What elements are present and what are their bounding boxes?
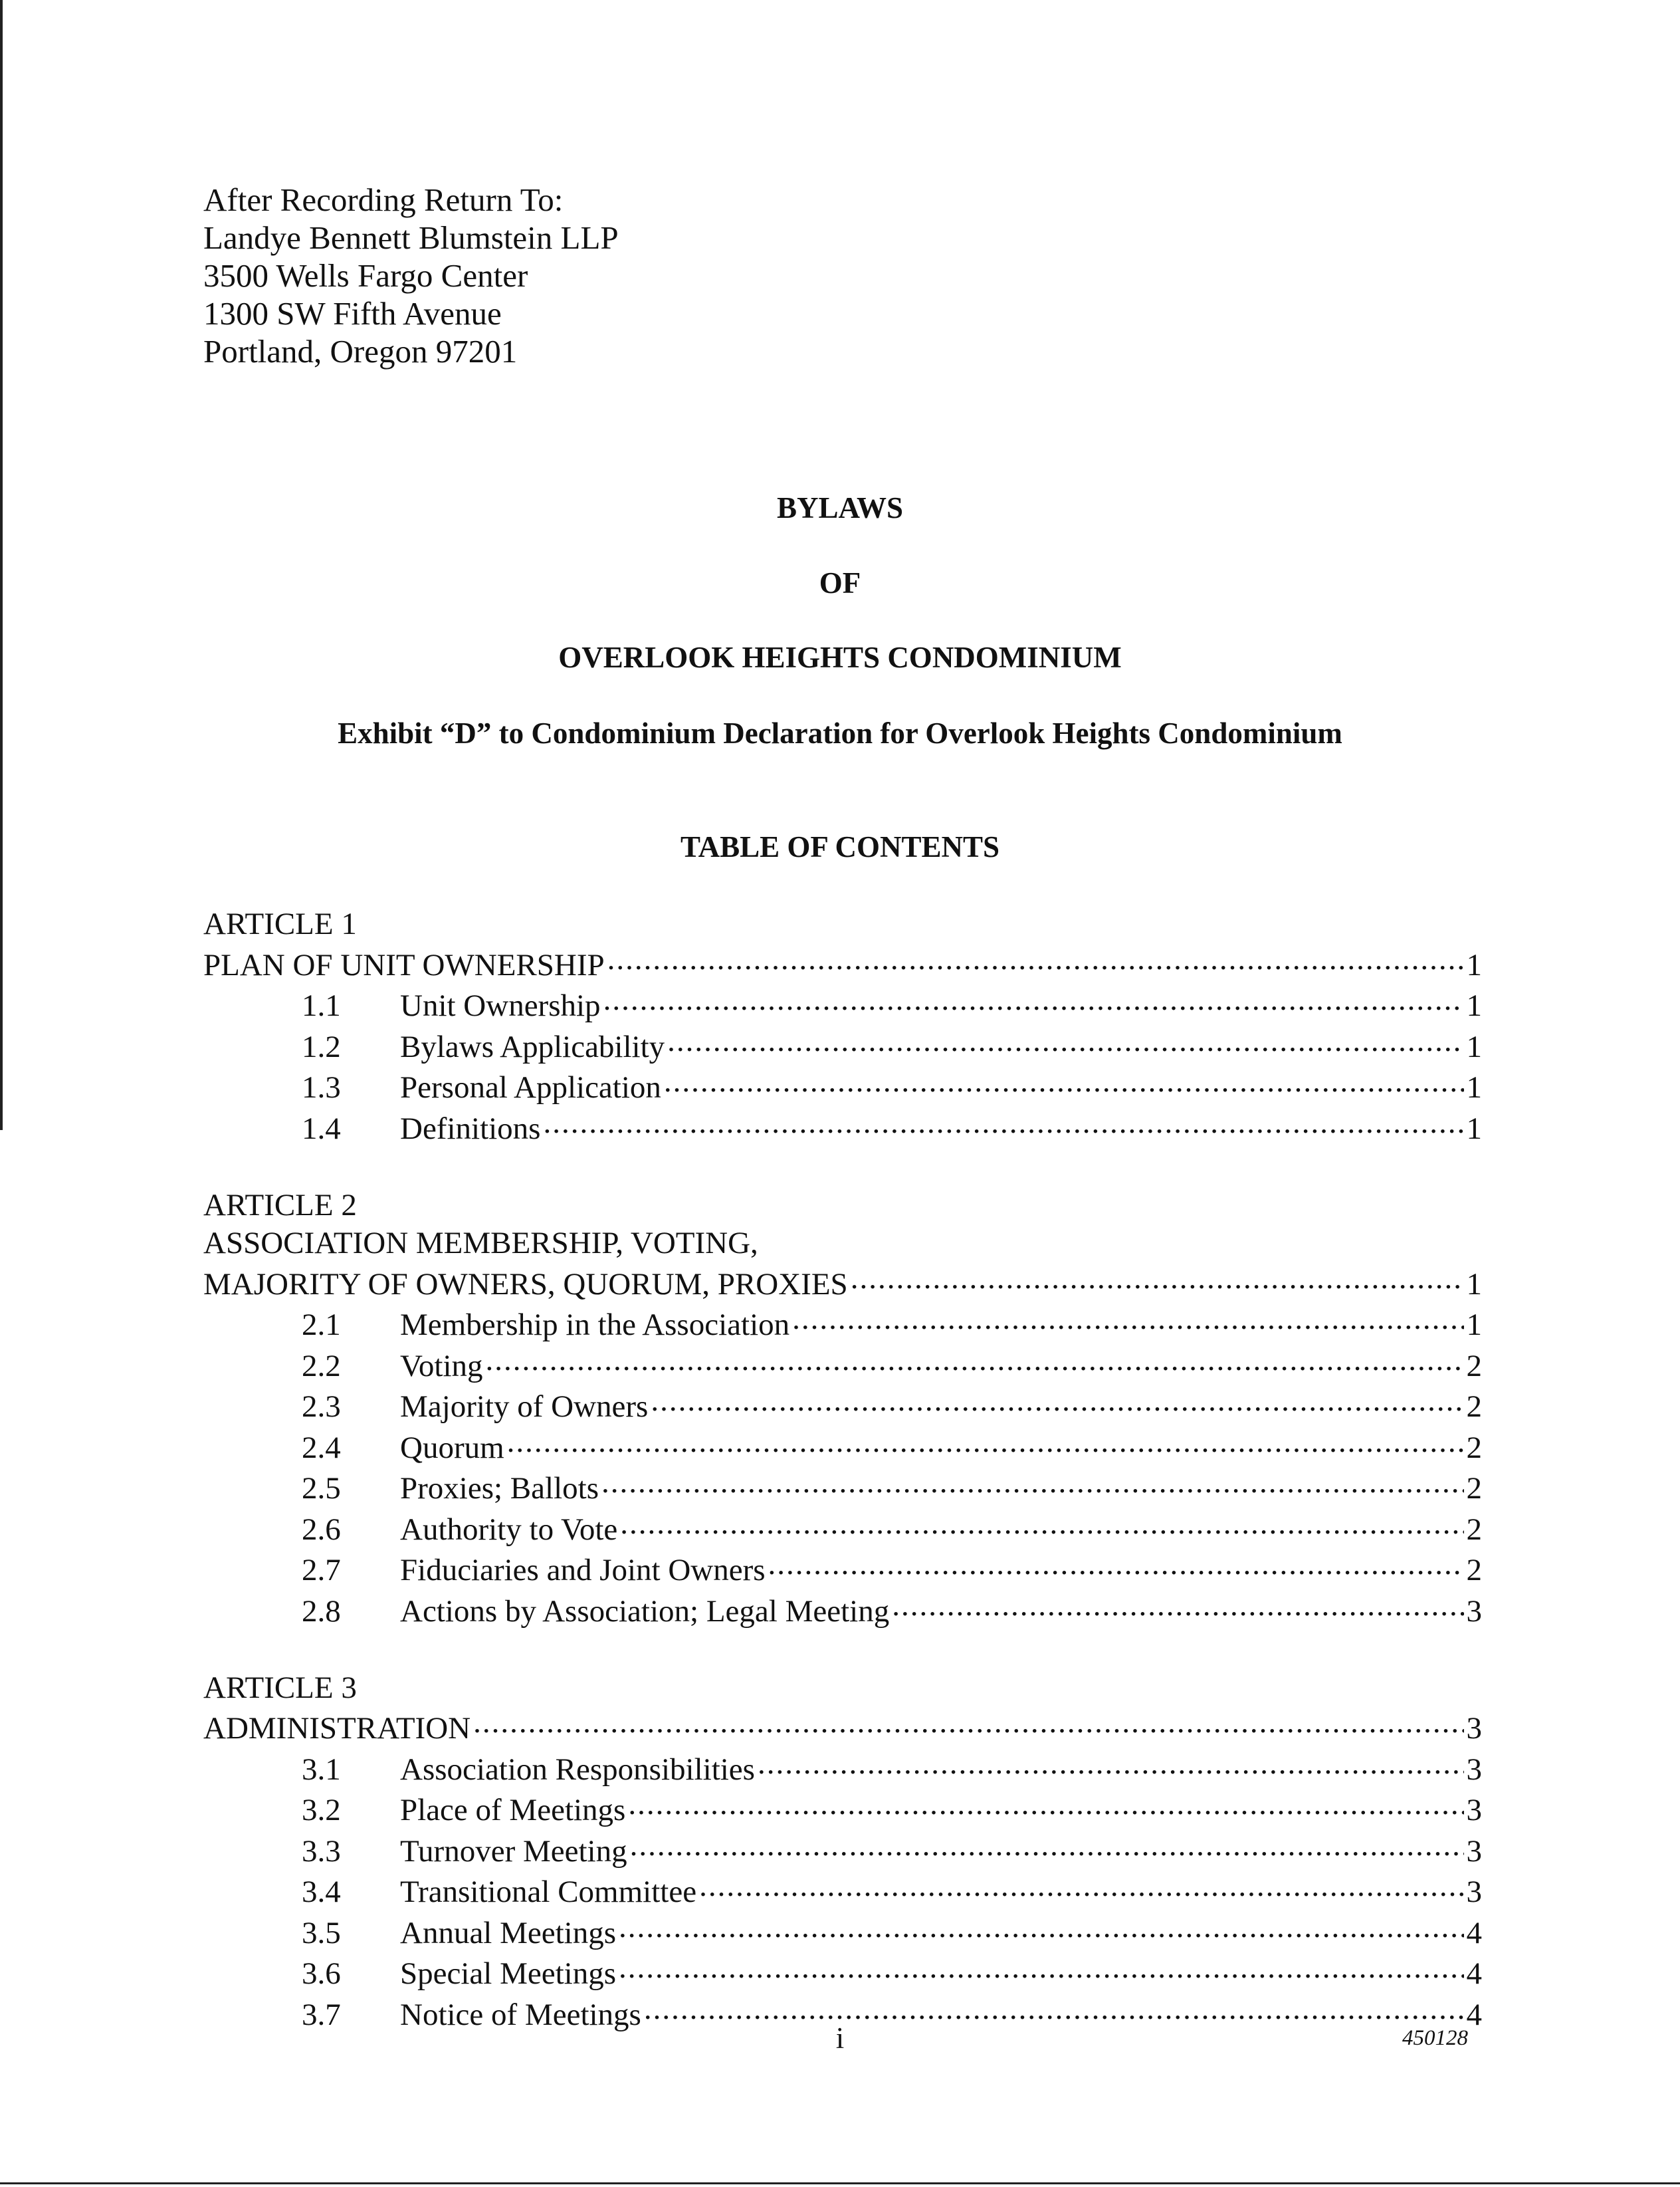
title-bylaws: BYLAWS (776, 491, 904, 524)
section-number: 2.2 (302, 1348, 341, 1383)
toc-page-number: 3 (1466, 1793, 1482, 1827)
section-number: 3.5 (302, 1915, 341, 1950)
toc-section-entry[interactable] (203, 1066, 1482, 1107)
section-number: 3.2 (302, 1793, 341, 1827)
section-title: Quorum (400, 1430, 504, 1465)
dot-leader (507, 1427, 1464, 1458)
dot-leader (543, 1107, 1463, 1139)
dot-leader (619, 1952, 1463, 1984)
return-line: Landye Bennett Blumstein LLP (203, 219, 619, 256)
toc-page-number: 2 (1466, 1430, 1482, 1465)
toc-section-entry[interactable] (203, 1026, 1482, 1067)
table-of-contents (203, 905, 1482, 2073)
section-number: 1.2 (302, 1029, 341, 1064)
article-title: MAJORITY OF OWNERS, QUORUM, PROXIES (203, 1266, 848, 1302)
dot-leader (699, 1871, 1463, 1902)
section-title: Notice of Meetings (400, 1997, 641, 2032)
section-title: Unit Ownership (400, 988, 601, 1023)
dot-leader (628, 1789, 1463, 1820)
dot-leader (851, 1263, 1464, 1294)
dot-leader (667, 1026, 1463, 1057)
dot-leader (486, 1345, 1464, 1376)
dot-leader (473, 1707, 1463, 1738)
section-title: Association Responsibilities (400, 1752, 755, 1787)
toc-section-entry[interactable] (203, 1107, 1482, 1149)
toc-page-number: 2 (1466, 1471, 1482, 1506)
section-number: 2.8 (302, 1593, 341, 1629)
scan-edge-left (0, 0, 3, 1130)
document-id: 450128 (1402, 2026, 1468, 2050)
article-label: ARTICLE 3 (203, 1670, 357, 1705)
toc-page-number: 1 (1466, 988, 1482, 1023)
section-number: 1.4 (302, 1111, 341, 1146)
dot-leader (607, 944, 1464, 975)
section-title: Personal Application (400, 1070, 661, 1105)
toc-page-number: 2 (1466, 1348, 1482, 1383)
toc-section-entry[interactable] (203, 984, 1482, 1026)
dot-leader (768, 1549, 1464, 1580)
toc-page-number: 2 (1466, 1512, 1482, 1547)
article-label: ARTICLE 1 (203, 907, 357, 941)
section-number: 2.5 (302, 1471, 341, 1506)
section-number: 2.1 (302, 1308, 341, 1342)
toc-page-number: 4 (1466, 1915, 1482, 1950)
section-number: 3.6 (302, 1956, 341, 1991)
toc-section-entry[interactable] (203, 1549, 1482, 1590)
section-title: Bylaws Applicability (400, 1029, 665, 1064)
article-title-line: ASSOCIATION MEMBERSHIP, VOTING, (203, 1226, 758, 1260)
dot-leader (892, 1590, 1463, 1621)
page-number: i (835, 2021, 845, 2055)
toc-article (203, 905, 1482, 1148)
section-title: Special Meetings (400, 1956, 617, 1991)
toc-page-number: 1 (1466, 1029, 1482, 1064)
section-title: Annual Meetings (400, 1915, 617, 1950)
toc-section-entry[interactable] (203, 1871, 1482, 1912)
toc-section-entry[interactable] (203, 1345, 1482, 1386)
section-number: 3.4 (302, 1875, 341, 1909)
dot-leader (603, 984, 1464, 1016)
toc-page-number: 4 (1466, 1956, 1482, 1991)
section-title: Majority of Owners (400, 1389, 649, 1424)
toc-page-number: 3 (1466, 1711, 1482, 1746)
toc-page-number: 4 (1466, 1997, 1482, 2032)
toc-page-number: 1 (1466, 1308, 1482, 1342)
toc-section-entry[interactable] (203, 1427, 1482, 1468)
title-condominium-name: OVERLOOK HEIGHTS CONDOMINIUM (558, 641, 1122, 674)
section-title: Proxies; Ballots (400, 1471, 599, 1506)
toc-page-number: 3 (1466, 1593, 1482, 1629)
dot-leader (792, 1304, 1463, 1335)
toc-section-entry[interactable] (203, 1467, 1482, 1508)
toc-page-number: 3 (1466, 1752, 1482, 1787)
dot-leader (664, 1066, 1464, 1097)
toc-page-number: 3 (1466, 1875, 1482, 1909)
section-title: Membership in the Association (400, 1308, 790, 1342)
toc-section-entry[interactable] (203, 1508, 1482, 1550)
dot-leader (619, 1912, 1463, 1943)
article-label: ARTICLE 2 (203, 1187, 357, 1222)
toc-page-number: 2 (1466, 1389, 1482, 1424)
toc-section-entry[interactable] (203, 1912, 1482, 1953)
dot-leader (644, 1994, 1464, 2025)
section-number: 2.6 (302, 1512, 341, 1547)
return-line: 1300 SW Fifth Avenue (203, 295, 502, 332)
dot-leader (620, 1508, 1463, 1540)
toc-section-entry[interactable] (203, 1304, 1482, 1345)
section-number: 3.1 (302, 1752, 341, 1787)
section-title: Actions by Association; Legal Meeting (400, 1593, 890, 1629)
toc-section-entry[interactable] (203, 1748, 1482, 1789)
return-line: After Recording Return To: (203, 181, 564, 218)
toc-section-entry[interactable] (203, 1952, 1482, 1994)
toc-page-number: 1 (1466, 1111, 1482, 1146)
section-number: 2.3 (302, 1389, 341, 1424)
section-number: 1.1 (302, 988, 341, 1023)
section-title: Transitional Committee (400, 1875, 697, 1909)
section-number: 2.4 (302, 1430, 341, 1465)
section-title: Turnover Meeting (400, 1833, 627, 1869)
toc-article-entry[interactable] (203, 1707, 1482, 1748)
toc-section-entry[interactable] (203, 1830, 1482, 1871)
toc-page-number: 1 (1466, 1266, 1482, 1302)
section-title: Authority to Vote (400, 1512, 618, 1547)
return-address-block (203, 181, 619, 370)
toc-section-entry[interactable] (203, 1789, 1482, 1830)
toc-section-entry[interactable] (203, 1590, 1482, 1631)
section-title: Voting (400, 1348, 483, 1383)
section-title: Fiduciaries and Joint Owners (400, 1553, 766, 1587)
dot-leader (601, 1467, 1464, 1498)
toc-section-entry[interactable] (203, 1385, 1482, 1427)
scan-edge-bottom (0, 2182, 1680, 2184)
dot-leader (630, 1830, 1464, 1861)
section-title: Place of Meetings (400, 1793, 626, 1827)
dot-leader (651, 1385, 1463, 1417)
toc-article-entry[interactable] (203, 1263, 1482, 1304)
section-number: 3.3 (302, 1833, 341, 1869)
section-number: 2.7 (302, 1553, 341, 1587)
toc-page-number: 1 (1466, 1070, 1482, 1105)
title-of: OF (819, 566, 861, 600)
exhibit-subtitle: Exhibit “D” to Condominium Declaration for Overlook Heights Condominium (338, 717, 1342, 750)
section-title: Definitions (400, 1111, 541, 1146)
toc-page-number: 1 (1466, 947, 1482, 982)
return-line: Portland, Oregon 97201 (203, 333, 518, 370)
toc-article (203, 1669, 1482, 2035)
toc-page-number: 2 (1466, 1553, 1482, 1587)
toc-heading: TABLE OF CONTENTS (680, 830, 1000, 863)
section-number: 1.3 (302, 1070, 341, 1105)
section-number: 3.7 (302, 1997, 341, 2032)
dot-leader (758, 1748, 1464, 1780)
article-title: ADMINISTRATION (203, 1711, 471, 1746)
return-line: 3500 Wells Fargo Center (203, 257, 528, 294)
toc-article-entry[interactable] (203, 944, 1482, 985)
article-title: PLAN OF UNIT OWNERSHIP (203, 947, 605, 982)
toc-article (203, 1187, 1482, 1631)
toc-page-number: 3 (1466, 1833, 1482, 1869)
